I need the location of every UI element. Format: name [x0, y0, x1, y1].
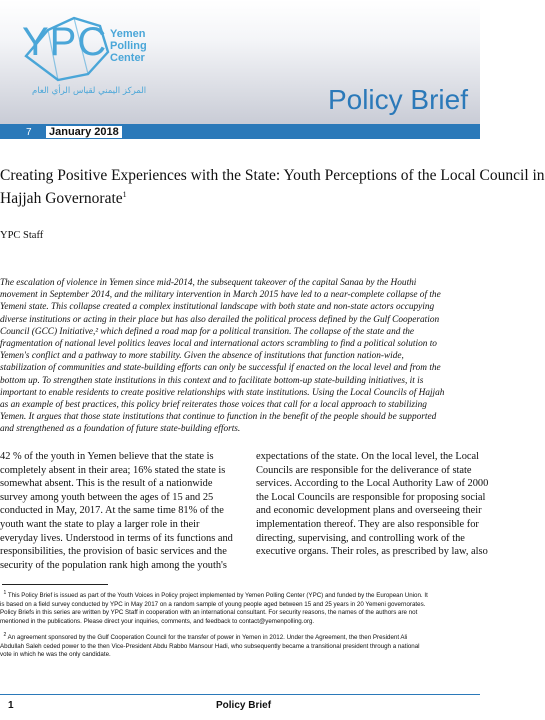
title-line-2 [0, 185, 480, 208]
abstract-line: Yemen's conflict and a pathway to more stability. Given the absence of institutions that function nation-wide, [0, 351, 404, 362]
abstract-line: Yemen. It argues that those state institutions that continue to function in the benefit of the people should be supported [0, 412, 437, 423]
logo-name-line: Yemen [110, 28, 146, 40]
footnote-line: is based on a field survey conducted by YPC in May 2017 on a random sample of young people aged between 15 and 25 years in 20 Yemeni governorates. [0, 600, 426, 608]
abstract-line: important to enable residents to create positive relationships with state institutions. Using the Local Councils of Hajjah [0, 387, 445, 398]
body-line: responsibilities, the provision of basic services and the [0, 546, 227, 558]
body-line: the Local Councils are responsible for proposing social [256, 491, 486, 503]
body-line: Councils are responsible for the deliverance of state [256, 464, 472, 476]
abstract-line: The escalation of violence in Yemen since mid-2014, the subsequent takeover of the capital Sanaa by the Houthi [0, 278, 417, 288]
body-line: 42 % of the youth in Yemen believe that the state is [0, 451, 214, 462]
body-line: expectations of the state. On the local level, the Local [256, 451, 480, 462]
logo-letters: YPC [22, 20, 108, 64]
body-column-left [0, 450, 233, 572]
issue-number: 7 [26, 127, 32, 138]
logo-name-line: Polling [110, 40, 147, 52]
footnote-line: This Policy Brief is issued as part of the Youth Voices in Policy project implemented by Yemen Polling Center (YPC) and funded by the European Union. It [7, 592, 428, 600]
footnote-line: An agreement sponsored by the Gulf Cooperation Council for the transfer of power in Yemen in 2012. Under the Agreement, the then President Ali [7, 634, 408, 642]
abstract-line: as an example of best practices, this policy brief reiterates those voices that call for a local approach to stabilizing [0, 400, 427, 411]
body-line: security of the population rank high among the youth's [0, 559, 227, 571]
body-line: implementation thereof. They are also responsible for [256, 518, 479, 530]
footer-label: Policy Brief [216, 700, 272, 711]
abstract-line: stabilization of communities and state-building efforts can only be successful if enacted on the local level and from the [0, 363, 441, 374]
footnote-2-first-line [0, 631, 480, 643]
logo-name-line: Center [110, 52, 145, 64]
logo-name [110, 28, 147, 64]
page-number: 1 [8, 700, 14, 711]
abstract-line: Council (GCC) Initiative,² which defined a road map for a political transition. The collapse of the state and the [0, 326, 415, 337]
issue-date: January 2018 [46, 126, 122, 138]
title-line: Creating Positive Experiences with the State: Youth Perceptions of the Local Council in [0, 167, 545, 184]
footnote-2-ref: 2 [3, 632, 7, 639]
body-line: and economic development plans and overseeing their [256, 505, 482, 517]
abstract-line: bottom up. To strengthen state institutions in this context and to facilitate bottom-up state-building initiatives, it is [0, 375, 424, 386]
footnote-1-first-line [0, 589, 480, 601]
body-line: executive organs. Their roles, as prescribed by law, also [256, 546, 488, 558]
footnote-line: Policy Briefs in this series are written by YPC Staff in cooperation with an international consultant. For security reasons, the names of the authors are not [0, 609, 418, 617]
author: YPC Staff [0, 230, 44, 241]
publication-title: Policy Brief [327, 84, 468, 115]
footnotes [0, 589, 480, 660]
abstract [0, 277, 480, 436]
ypc-logo [18, 12, 208, 112]
footnote-line: vote in which he was the only candidate. [0, 651, 111, 659]
page-header [0, 0, 480, 124]
body-column-right [256, 450, 489, 559]
body-line: youth want the state to play a larger role in their [0, 518, 200, 530]
footnote-ref[interactable]: 1 [122, 190, 127, 199]
title-line-text: Hajjah Governorate [0, 190, 123, 208]
body-line: everyday lives. Understood in terms of its functions and [0, 532, 233, 544]
footnote-divider [2, 584, 108, 585]
abstract-line: Yemeni state. This collapse created a complex institutional landscape with both state and non-state actors occupying [0, 302, 435, 313]
body-line: somewhat absent. This is the result of a nationwide [0, 478, 213, 490]
footnote-line: mentioned in the publications. Please direct your inquiries, comments, and feedback to contact@yemenpolling.org. [0, 617, 315, 625]
brief-title [0, 166, 545, 208]
abstract-line: diverse institutions or acting in their place but has also derailed the political process defined by the Gulf Cooperation [0, 314, 440, 325]
body-line: conducted in May, 2017. At the same time 81% of the [0, 505, 224, 517]
issue-bar [0, 126, 480, 140]
abstract-line: and strengthened as a foundation of future state-building efforts. [0, 424, 241, 435]
abstract-line: movement in September 2014, and the military intervention in March 2015 have led to a near-complete collapse of the [0, 290, 441, 301]
abstract-line: fragmentation of national level politics leaves local and international actors scrambling to find a political solution to [0, 339, 437, 350]
footer-divider [0, 694, 480, 695]
logo-arabic-name: المركز اليمني لقياس الرأي العام [32, 86, 147, 96]
body-line: completely absent in their area; 16% stated the state is [0, 464, 226, 476]
footnote-line: Abdullah Saleh ceded power to the then Vice-President Abdu Rabbo Mansour Hadi, who subsequently became a transitional president through a national [0, 642, 420, 650]
body-line: directing, supervising, and controlling work of the [256, 532, 465, 544]
body-line: services. According to the Local Authority Law of 2000 [256, 478, 489, 490]
body-line: survey among youth between the ages of 15 and 25 [0, 491, 214, 503]
footnote-1-ref: 1 [3, 590, 7, 596]
